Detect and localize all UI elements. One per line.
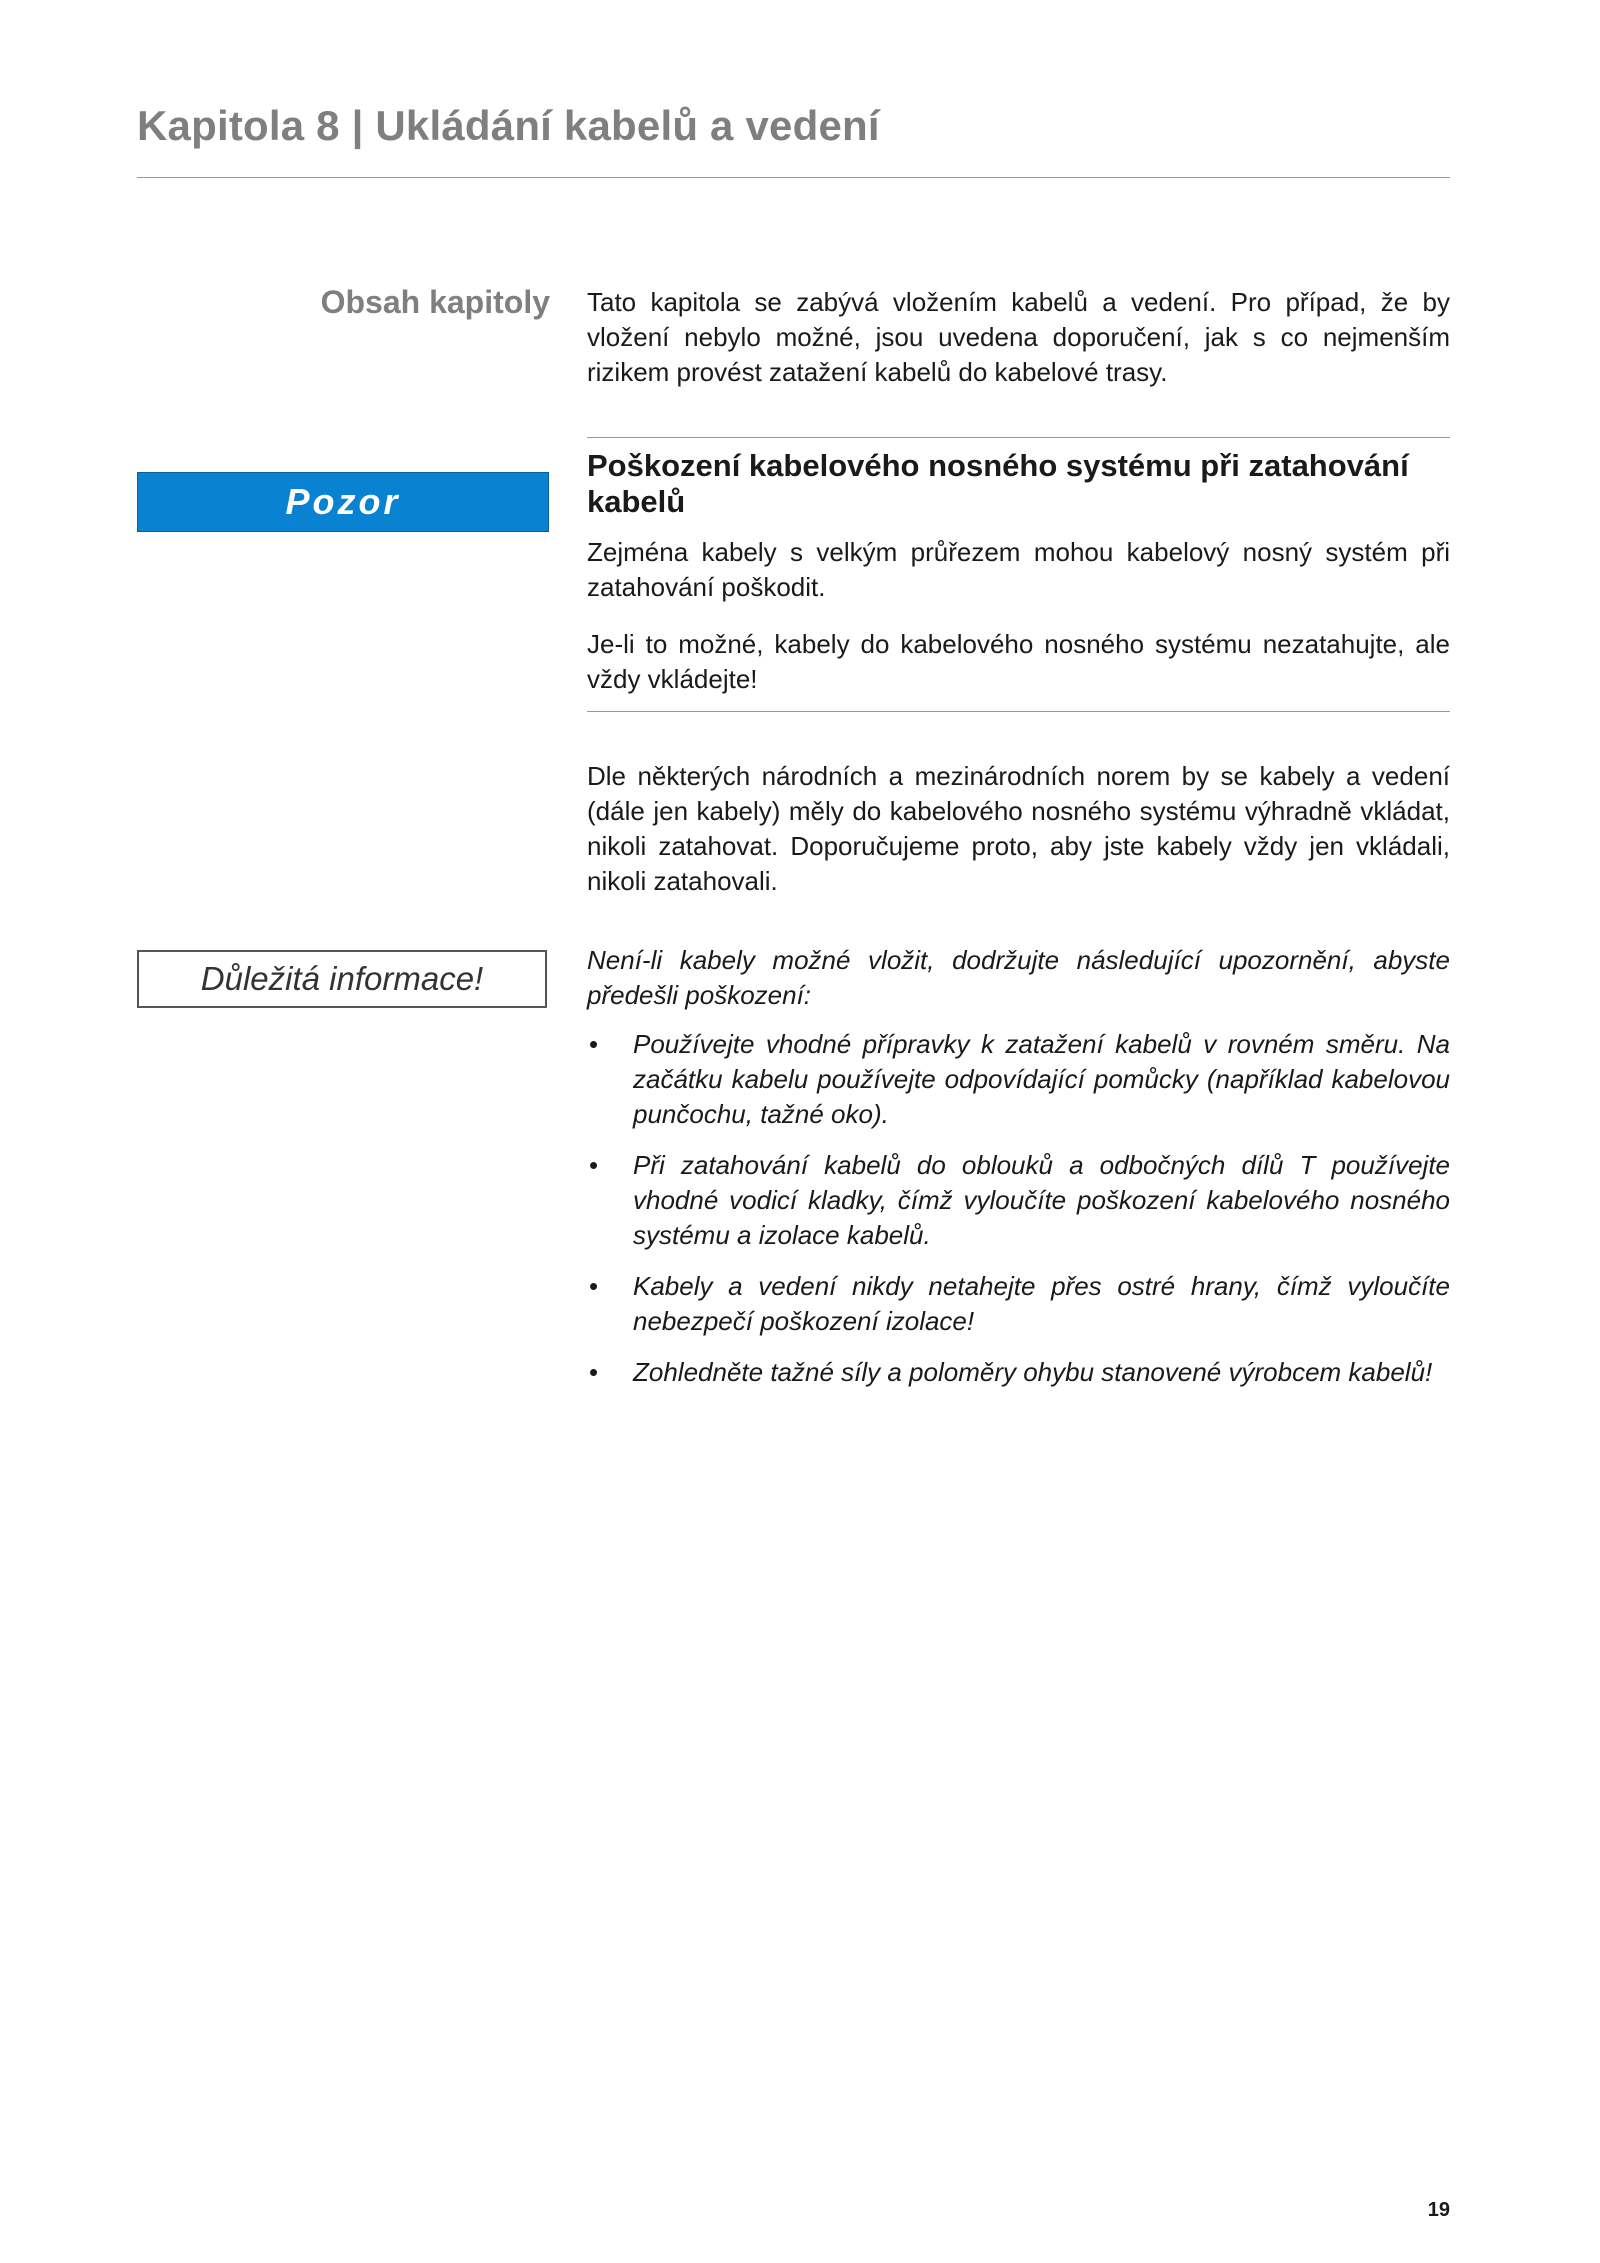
important-bullet-list bbox=[587, 1027, 1450, 1390]
list-item-text: Při zatahování kabelů do oblouků a odbočných dílů T používejte vhodné vodicí kladky, čímž vyloučíte poškození kabelového nosného systému a izolace kabelů. bbox=[633, 1150, 1450, 1250]
bullet-icon: • bbox=[589, 1029, 599, 1059]
important-info-label: Důležitá informace! bbox=[200, 960, 484, 997]
warning-heading: Poškození kabelového nosného systému při zatahování kabelů bbox=[587, 448, 1409, 519]
warning-box bbox=[137, 472, 549, 532]
bullet-icon: • bbox=[589, 1150, 599, 1180]
important-info-box bbox=[137, 950, 547, 1008]
bullet-icon: • bbox=[589, 1357, 599, 1387]
title-divider bbox=[137, 177, 1450, 178]
warning-top-divider bbox=[587, 437, 1450, 438]
page-number: 19 bbox=[1427, 2199, 1450, 2221]
important-info-text bbox=[587, 943, 1450, 1406]
warning-paragraph: Je-li to možné, kabely do kabelového nosného systému nezatahujte, ale vždy vkládejte! bbox=[587, 629, 1450, 694]
list-item-text: Kabely a vedení nikdy netahejte přes ostré hrany, čímž vyloučíte nebezpečí poškození izolace! bbox=[633, 1271, 1450, 1336]
important-intro: Není-li kabely možné vložit, dodržujte následující upozornění, abyste předešli poškození: bbox=[587, 945, 1450, 1010]
list-item-text: Zohledněte tažné síly a poloměry ohybu stanovené výrobcem kabelů! bbox=[633, 1357, 1433, 1387]
list-item bbox=[587, 1355, 1450, 1390]
chapter-contents-text bbox=[587, 285, 1450, 390]
standards-text bbox=[587, 759, 1450, 899]
page-title: Kapitola 8 | Ukládání kabelů a vedení bbox=[137, 102, 880, 149]
chapter-contents-paragraph: Tato kapitola se zabývá vložením kabelů a vedení. Pro případ, že by vložení nebylo možné, jsou uvedena doporučení, jak s co nejmenším rizikem provést zatažení kabelů do kabelové trasy. bbox=[587, 287, 1450, 387]
list-item-text: Používejte vhodné přípravky k zatažení kabelů v rovném směru. Na začátku kabelu používejte odpovídající pomůcky (například kabelovou punčochu, tažné oko). bbox=[633, 1029, 1450, 1129]
warning-paragraph: Zejména kabely s velkým průřezem mohou kabelový nosný systém při zatahování poškodit. bbox=[587, 537, 1450, 602]
list-item bbox=[587, 1027, 1450, 1132]
warning-bottom-divider bbox=[587, 711, 1450, 712]
warning-label: Pozor bbox=[285, 481, 401, 522]
list-item bbox=[587, 1269, 1450, 1339]
bullet-icon: • bbox=[589, 1271, 599, 1301]
standards-paragraph: Dle některých národních a mezinárodních norem by se kabely a vedení (dále jen kabely) měly do kabelového nosného systému výhradně vkládat, nikoli zatahovat. Doporučujeme proto, aby jste kabely vždy jen vkládali, nikoli zatahovali. bbox=[587, 761, 1450, 896]
warning-text bbox=[587, 535, 1450, 697]
chapter-contents-label: Obsah kapitoly bbox=[320, 284, 550, 320]
list-item bbox=[587, 1148, 1450, 1253]
